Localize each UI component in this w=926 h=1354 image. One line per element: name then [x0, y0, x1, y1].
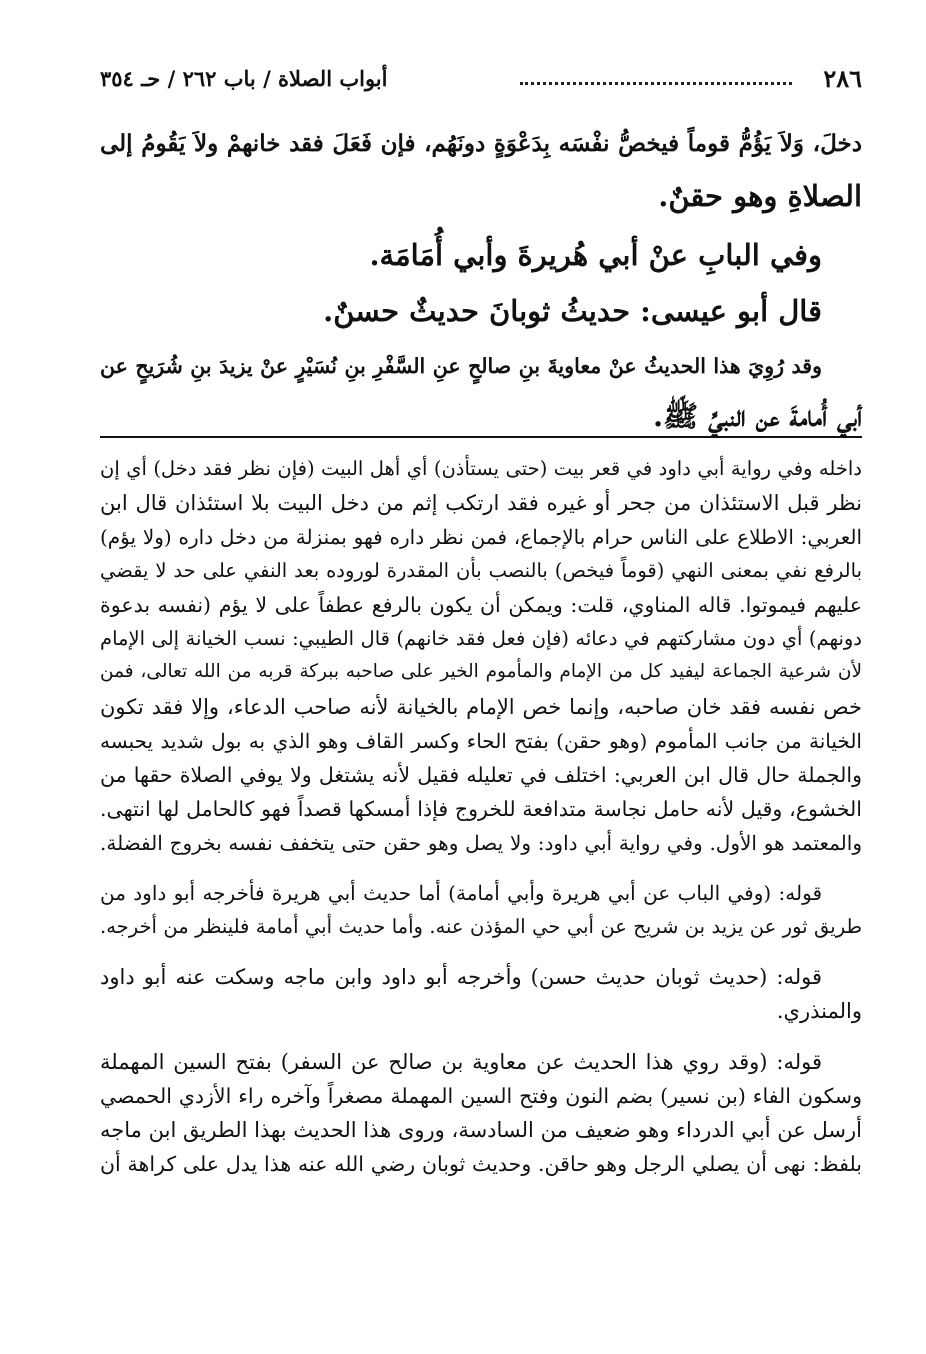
commentary-line: والمعتمد هو الأول. وفي رواية أبي داود: ولا يصل وهو حقن حتى يتخفف نفسه بخروج الفضلة. — [100, 831, 862, 855]
commentary-line: وسكون الفاء (بن نسير) بضم النون وفتح السين المهملة مصغراً وآخره راء الأزدي الحمصي — [100, 1084, 862, 1108]
commentary-line: قوله: (حديث ثوبان حديث حسن) وأخرجه أبو داود وابن ماجه وسكت عنه أبو داود — [100, 965, 822, 989]
commentary-line: طريق ثور عن يزيد بن شريح عن أبي حي المؤذن عنه. وأما حديث أبي أمامة فلينظر من أخرجه. — [100, 915, 862, 938]
page-header — [100, 64, 862, 96]
commentary-line: نظر قبل الاستئذان من جحر أو غيره فقد ارتكب إثم من دخل البيت بلا استئذان قال ابن — [100, 491, 862, 515]
commentary-line: أرسل عن أبي الدرداء وهو ضعيف من السادسة، وروى هذا الحديث بهذا الطريق ابن ماجه — [100, 1118, 862, 1142]
commentary-line: الخيانة من جانب المأموم (وهو حقن) بفتح الحاء وكسر القاف وهو الذي به بول شديد يحبسه — [100, 729, 862, 753]
running-title: أبواب الصلاة / باب ٢٦٢ / حـ ٣٥٤ — [100, 66, 388, 91]
separator-rule — [100, 436, 862, 438]
commentary-line: قوله: (وفي الباب عن أبي هريرة وأبي أمامة) أما حديث أبي هريرة فأخرجه أبو داود من — [100, 881, 822, 905]
header-dotted-leader — [520, 82, 792, 85]
hadith-line: وفي البابِ عنْ أبي هُريرةَ وأبي أُمَامَة. — [369, 238, 822, 272]
commentary-line: قوله: (وقد روي هذا الحديث عن معاوية بن صالح عن السفر) بفتح السين المهملة — [100, 1050, 822, 1074]
commentary-line: بلفظ: نهى أن يصلي الرجل وهو حاقن. وحديث ثوبان رضي الله عنه هذا يدل على كراهة أن — [100, 1152, 862, 1176]
commentary-line: لأن شرعية الجماعة ليفيد كل من الإمام والمأموم الخير على صاحبه ببركة قربه من الله تعالى، فمن — [100, 661, 862, 682]
commentary-line: دونهم) أي دون مشاركتهم في دعائه (فإن فعل فقد خانهم) قال الطيبي: نسب الخيانة إلى الإمام — [100, 627, 862, 650]
hadith-line: قال أبو عيسى: حديثُ ثوبانَ حديثٌ حسنٌ. — [323, 294, 822, 328]
hadith-line: أبي أُمامةَ عن النبيِّ ﷺ. — [653, 399, 862, 433]
commentary-line: داخله وفي رواية أبي داود في قعر بيت (حتى يستأذن) أي أهل البيت (فإن نظر فقد دخل) أي إن — [100, 457, 862, 480]
commentary-line: خص نفسه فقد خان صاحبه، وإنما خص الإمام بالخيانة لأنه صاحب الدعاء، وإلا فقد تكون — [100, 695, 862, 719]
page-number: ٢٨٦ — [823, 64, 862, 93]
hadith-line: وقد رُوِيَ هذا الحديثُ عنْ معاويةَ بنِ صالحٍ عنِ السَّفْرِ بنِ نُسَيْرٍ عنْ يزيدَ بنِ شُرَيحٍ عن — [100, 354, 822, 378]
commentary-line: الخشوع، وقيل لأنه حامل نجاسة متدافعة للخروج فإذا أمسكها قصداً فهو كالحامل لها انتهى. — [100, 797, 862, 821]
hadith-line: الصلاةِ وهو حقنٌ. — [658, 179, 862, 213]
commentary-line: العربي: الاطلاع على الناس حرام بالإجماع، فمن نظر داره فهو بمنزلة من دخل داره (ولا يؤم) — [100, 525, 862, 549]
commentary-line: عليهم فيموتوا. قاله المناوي، قلت: ويمكن أن يكون بالرفع عطفاً على لا يؤم (نفسه بدعوة — [100, 593, 862, 617]
commentary-line: والجملة حال قال ابن العربي: اختلف في تعليله فقيل لأنه يشتغل ولا يوفي الصلاة حقها من — [100, 763, 862, 787]
hadith-line: دخلَ، وَلاَ يَؤُمُّ قوماً فيخصُّ نفْسَه بِدَعْوَةٍ دونَهُم، فإن فَعَلَ فقد خانهمْ ولاَ يَقُومُ إلى — [100, 130, 862, 157]
commentary-line: والمنذري. — [776, 999, 862, 1023]
commentary-line: بالرفع نفي بمعنى النهي (قوماً فيخص) بالنصب بأن المقدرة لوروده بعد النفي على حد لا يقضي — [100, 559, 862, 582]
